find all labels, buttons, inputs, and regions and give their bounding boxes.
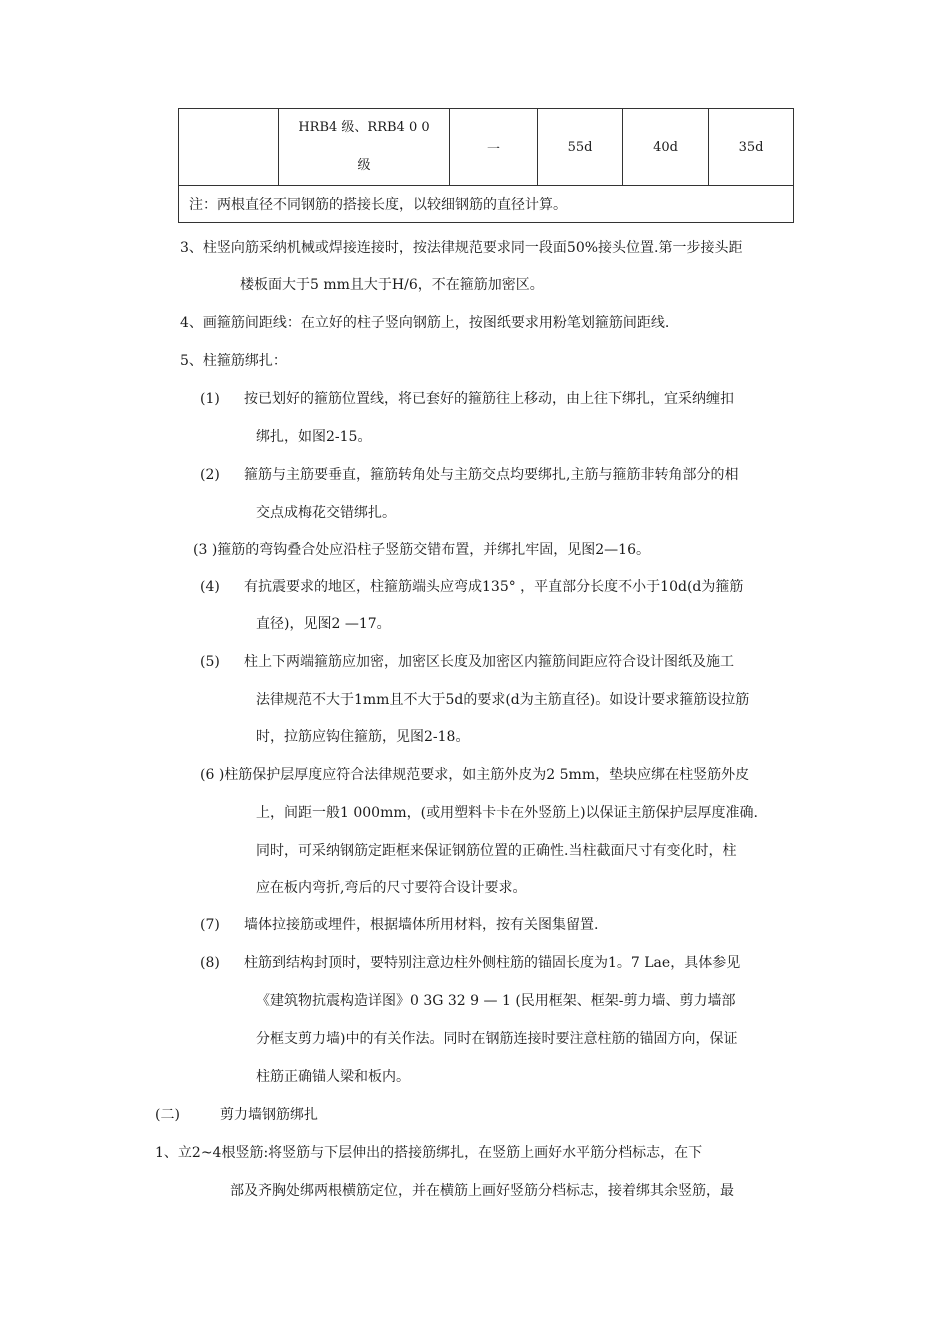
grade-line-1: HRB4 级、RRB4 0 0 — [298, 120, 430, 135]
sub-item-5-line-3: 时，拉筋应钩住箍筋，见图2-18。 — [256, 729, 470, 745]
sub-item-4-line-2: 直径)，见图2 —17。 — [256, 616, 391, 632]
wall-item-1-line-1: 1、立2~4根竖筋:将竖筋与下层伸出的搭接筋绑扎，在竖筋上画好水平筋分档标志，在下 — [155, 1145, 703, 1161]
table-cell-40d: 40d — [623, 109, 709, 186]
sub-item-4-line-1 — [200, 577, 743, 597]
table-note-row — [179, 186, 794, 223]
sub-item-text: 墙体拉接筋或埋件，根据墙体所用材料，按有关图集留置. — [244, 917, 599, 933]
sub-item-7-line-1 — [200, 915, 598, 935]
sub-item-number: (1) — [200, 391, 220, 407]
table-cell-grade — [279, 109, 450, 186]
sub-item-5-line-2: 法律规范不大于1mm且不大于5d的要求(d为主筋直径)。如设计要求箍筋设拉筋 — [256, 692, 750, 708]
sub-item-number: (4) — [200, 579, 220, 595]
sub-item-8-line-1 — [200, 953, 740, 973]
sub-item-6-line-1: (6 )柱筋保护层厚度应符合法律规范要求，如主筋外皮为2 5mm，垫块应绑在柱竖筋外皮 — [200, 767, 750, 783]
sub-item-3: (3 )箍筋的弯钩叠合处应沿柱子竖筋交错布置，并绑扎牢固，见图2—16。 — [193, 542, 651, 558]
sub-item-number: (7) — [200, 917, 220, 933]
sub-item-8-line-2: 《建筑物抗震构造详图》0 3G 32 9 — 1 (民用框架、框架-剪力墙、剪力墙部 — [256, 993, 736, 1009]
table-cell-dash: 一 — [450, 109, 538, 186]
sub-item-text: 柱筋到结构封顶时，要特别注意边柱外侧柱筋的锚固长度为1。7 Lae，具体参见 — [244, 955, 741, 971]
sub-item-text: 柱上下两端箍筋应加密，加密区长度及加密区内箍筋间距应符合设计图纸及施工 — [244, 654, 734, 670]
item-3-line-1: 3、柱竖向筋采纳机械或焊接连接时，按法律规范要求同一段面50%接头位置.第一步接头距 — [180, 240, 743, 256]
section-number: (二) — [155, 1107, 180, 1123]
wall-item-1-line-2: 部及齐胸处绑两根横筋定位，并在横筋上画好竖筋分档标志，接着绑其余竖筋，最 — [230, 1183, 734, 1199]
sub-item-number: (2) — [200, 467, 220, 483]
item-5: 5、柱箍筋绑扎： — [180, 353, 287, 369]
sub-item-number: (5) — [200, 654, 220, 670]
table-note: 注：两根直径不同钢筋的搭接长度，以较细钢筋的直径计算。 — [179, 186, 794, 223]
sub-item-5-line-1 — [200, 652, 734, 672]
sub-item-1-line-2: 绑扎，如图2-15。 — [256, 429, 372, 445]
lap-length-table — [178, 108, 794, 223]
table-cell-blank — [179, 109, 279, 186]
sub-item-2-line-2: 交点成梅花交错绑扎。 — [256, 505, 396, 521]
item-3-line-2: 楼板面大于5 mm且大于H/6，不在箍筋加密区。 — [240, 277, 544, 293]
sub-item-text: 有抗震要求的地区，柱箍筋端头应弯成135° ，平直部分长度不小于10d(d为箍筋 — [244, 579, 744, 595]
sub-item-8-line-4: 柱筋正确锚人梁和板内。 — [256, 1069, 410, 1085]
sub-item-1-line-1 — [200, 389, 734, 409]
sub-item-6-line-2: 上，间距一般1 000mm，(或用塑料卡卡在外竖筋上)以保证主筋保护层厚度准确. — [256, 805, 759, 821]
table-cell-55d: 55d — [538, 109, 623, 186]
sub-item-2-line-1 — [200, 465, 738, 485]
table-cell-35d: 35d — [709, 109, 794, 186]
section-title: 剪力墙钢筋绑扎 — [220, 1107, 318, 1123]
table-row — [179, 109, 794, 186]
section-2-heading — [155, 1105, 318, 1125]
sub-item-6-line-4: 应在板内弯折,弯后的尺寸要符合设计要求。 — [256, 880, 527, 896]
sub-item-number: (8) — [200, 955, 220, 971]
sub-item-text: 按已划好的箍筋位置线，将已套好的箍筋往上移动，由上往下绑扎，宜采纳缠扣 — [244, 391, 734, 407]
sub-item-6-line-3: 同时，可采纳钢筋定距框来保证钢筋位置的正确性.当柱截面尺寸有变化时，柱 — [256, 843, 737, 859]
grade-line-2: 级 — [357, 158, 371, 173]
item-4: 4、画箍筋间距线：在立好的柱子竖向钢筋上，按图纸要求用粉笔划箍筋间距线. — [180, 315, 670, 331]
sub-item-text: 箍筋与主筋要垂直，箍筋转角处与主筋交点均要绑扎,主筋与箍筋非转角部分的相 — [244, 467, 739, 483]
sub-item-8-line-3: 分框支剪力墙)中的有关作法。同时在钢筋连接时要注意柱筋的锚固方向，保证 — [256, 1031, 738, 1047]
